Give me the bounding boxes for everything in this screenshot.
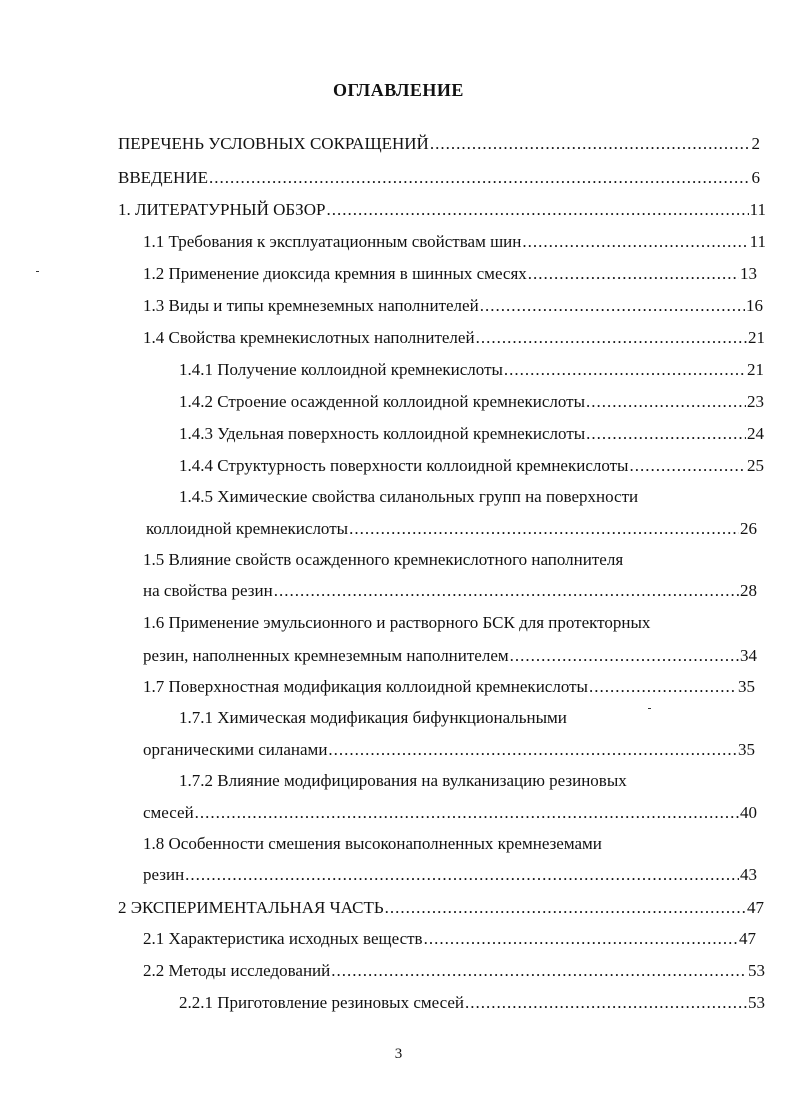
scan-speck: [648, 708, 651, 709]
toc-leader-dots: [209, 167, 751, 189]
toc-entry: [118, 167, 760, 189]
toc-entry-page: 53: [748, 961, 765, 980]
page-title: ОГЛАВЛЕНИЕ: [333, 80, 464, 100]
toc-entry: [143, 263, 757, 285]
toc-leader-dots: [430, 133, 751, 155]
toc-entry-page: 34: [740, 646, 757, 665]
toc-entry-text: 2.1 Характеристика исходных веществ: [143, 929, 423, 948]
toc-entry-line1: 1.4.5 Химические свойства силанольных групп на поверхности: [179, 487, 639, 506]
toc-leader-dots: [424, 928, 738, 950]
toc-entry: [179, 455, 764, 477]
toc-leader-dots: [185, 864, 739, 886]
toc-entry: [179, 423, 764, 445]
toc-entry: [146, 518, 757, 540]
toc-entry-line1: 1.7.2 Влияние модифицирования на вулканизацию резиновых: [179, 771, 627, 790]
toc-leader-dots: [476, 327, 747, 349]
toc-leader-dots: [528, 263, 739, 285]
toc-entry-page: 23: [747, 392, 764, 411]
toc-entry-line1: 1.8 Особенности смешения высоконаполненных кремнеземами: [143, 834, 602, 853]
toc-entry: [143, 960, 765, 982]
toc-entry: [179, 992, 765, 1014]
toc-entry-page: 11: [749, 200, 766, 219]
toc-entry-line1: 1.6 Применение эмульсионного и растворного БСК для протекторных: [143, 613, 651, 632]
toc-entry-page: 25: [747, 456, 764, 475]
toc-leader-dots: [510, 645, 739, 667]
toc-entry: [143, 802, 757, 824]
toc-entry-page: 26: [740, 519, 757, 538]
toc-leader-dots: [349, 518, 739, 540]
toc-entry-text: органическими силанами: [143, 740, 328, 759]
toc-entry: [118, 897, 764, 919]
toc-entry-text: резин: [143, 865, 185, 884]
toc-entry-page: 11: [749, 232, 766, 251]
toc-entry-text: 2 ЭКСПЕРИМЕНТАЛЬНАЯ ЧАСТЬ: [118, 898, 384, 917]
toc-entry-text: 2.2 Методы исследований: [143, 961, 331, 980]
toc-entry-text: резин, наполненных кремнеземным наполнителем: [143, 646, 509, 665]
toc-entry-page: 2: [751, 134, 760, 153]
toc-entry-text: 1.4.4 Структурность поверхности коллоидной кремнекислоты: [179, 456, 629, 475]
toc-leader-dots: [326, 199, 748, 221]
toc-leader-dots: [385, 897, 746, 919]
toc-leader-dots: [629, 455, 746, 477]
toc-leader-dots: [195, 802, 739, 824]
toc-entry-text: смесей: [143, 803, 194, 822]
toc-entry: [143, 645, 757, 667]
toc-entry-text: на свойства резин: [143, 581, 273, 600]
toc-entry-page: 13: [740, 264, 757, 283]
toc-entry: [179, 391, 764, 413]
toc-entry: [143, 580, 757, 602]
toc-entry-text: 1.3 Виды и типы кремнеземных наполнителей: [143, 296, 479, 315]
toc-entry: [143, 928, 756, 950]
toc-entry-line1: 1.7.1 Химическая модификация бифункциональными: [179, 708, 567, 727]
toc-entry-text: 2.2.1 Приготовление резиновых смесей: [179, 993, 465, 1012]
toc-leader-dots: [331, 960, 747, 982]
toc-entry-text: 1.4 Свойства кремнекислотных наполнителей: [143, 328, 475, 347]
toc-entry-line1: 1.5 Влияние свойств осажденного кремнекислотного наполнителя: [143, 550, 624, 569]
toc-entry-page: 21: [747, 360, 764, 379]
scan-speck: [36, 271, 39, 272]
toc-entry-text: 1. ЛИТЕРАТУРНЫЙ ОБЗОР: [118, 200, 326, 219]
toc-leader-dots: [586, 423, 746, 445]
toc-leader-dots: [480, 295, 745, 317]
toc-entry-page: 28: [740, 581, 757, 600]
toc-entry-text: 1.4.2 Строение осажденной коллоидной кремнекислоты: [179, 392, 585, 411]
toc-entry-page: 40: [740, 803, 757, 822]
toc-entry-text: ВВЕДЕНИЕ: [118, 168, 208, 187]
toc-entry: [143, 327, 765, 349]
toc-entry-page: 6: [751, 168, 760, 187]
toc-entry-text: 1.1 Требования к эксплуатационным свойствам шин: [143, 232, 522, 251]
toc-entry-page: 53: [748, 993, 765, 1012]
toc-entry-page: 21: [748, 328, 765, 347]
toc-entry-page: 35: [738, 740, 755, 759]
toc-entry-page: 43: [740, 865, 757, 884]
toc-entry-page: 47: [747, 898, 764, 917]
toc-leader-dots: [522, 231, 748, 253]
toc-leader-dots: [328, 739, 737, 761]
toc-leader-dots: [504, 359, 746, 381]
toc-entry-text: коллоидной кремнекислоты: [146, 519, 349, 538]
toc-entry-page: 16: [746, 296, 763, 315]
toc-entry-page: 47: [739, 929, 756, 948]
toc-entry-page: 35: [738, 677, 755, 696]
toc-leader-dots: [465, 992, 747, 1014]
toc-entry-page: 24: [747, 424, 764, 443]
toc-entry: [143, 231, 766, 253]
toc-entry: [118, 133, 760, 155]
toc-entry: [118, 199, 766, 221]
toc-leader-dots: [274, 580, 739, 602]
toc-entry: [143, 295, 763, 317]
toc-entry-text: 1.7 Поверхностная модификация коллоидной кремнекислоты: [143, 677, 588, 696]
toc-entry: [143, 864, 757, 886]
toc-entry-text: ПЕРЕЧЕНЬ УСЛОВНЫХ СОКРАЩЕНИЙ: [118, 134, 429, 153]
toc-entry: [179, 359, 764, 381]
toc-leader-dots: [589, 676, 737, 698]
toc-entry: [143, 739, 755, 761]
toc-entry-text: 1.2 Применение диоксида кремния в шинных смесях: [143, 264, 527, 283]
toc-leader-dots: [586, 391, 746, 413]
toc-entry-text: 1.4.3 Удельная поверхность коллоидной кремнекислоты: [179, 424, 586, 443]
toc-entry-text: 1.4.1 Получение коллоидной кремнекислоты: [179, 360, 503, 379]
toc-entry: [143, 676, 755, 698]
page-number: 3: [394, 1046, 403, 1062]
